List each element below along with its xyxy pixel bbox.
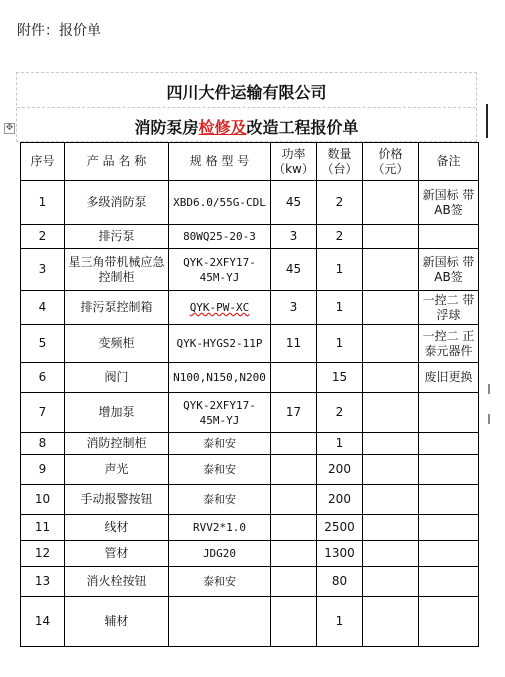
cell-note: 新国标 带AB签 [419, 249, 479, 291]
cell-qty: 1300 [317, 541, 363, 567]
margin-marker [488, 414, 490, 424]
header-price: 价格（元） [363, 143, 419, 181]
cell-note [419, 225, 479, 249]
cell-qty: 200 [317, 455, 363, 485]
cell-price [363, 597, 419, 647]
cell-spec: QYK-PW-XC [169, 291, 271, 325]
cell-qty: 80 [317, 567, 363, 597]
table-row [21, 597, 479, 647]
cell-note [419, 393, 479, 433]
table-row [21, 181, 479, 225]
header-power: 功率（kw） [271, 143, 317, 181]
cell-power: 45 [271, 249, 317, 291]
cell-price [363, 249, 419, 291]
cell-index: 1 [21, 181, 65, 225]
cell-price [363, 181, 419, 225]
cell-name: 变频柜 [65, 325, 169, 363]
cell-power [271, 363, 317, 393]
cell-power [271, 485, 317, 515]
cell-index: 11 [21, 515, 65, 541]
cell-price [363, 393, 419, 433]
cell-qty: 1 [317, 249, 363, 291]
cell-spec: 泰和安 [169, 433, 271, 455]
cell-price [363, 325, 419, 363]
cell-spec: RVV2*1.0 [169, 515, 271, 541]
header-name: 产 品 名 称 [65, 143, 169, 181]
cell-qty: 1 [317, 325, 363, 363]
cell-qty: 1 [317, 433, 363, 455]
cell-index: 4 [21, 291, 65, 325]
cell-qty: 1 [317, 597, 363, 647]
cell-price [363, 485, 419, 515]
table-body [21, 181, 479, 647]
cell-name: 声光 [65, 455, 169, 485]
cell-power: 11 [271, 325, 317, 363]
cell-note [419, 597, 479, 647]
cell-qty: 2 [317, 181, 363, 225]
table-row [21, 225, 479, 249]
cell-name: 辅材 [65, 597, 169, 647]
cell-spec: QYK-2XFY17-45M-YJ [169, 249, 271, 291]
table-row [21, 433, 479, 455]
cell-power [271, 455, 317, 485]
subtitle-highlight: 检修及 [198, 118, 247, 137]
cell-name: 阀门 [65, 363, 169, 393]
cell-name: 星三角带机械应急控制柜 [65, 249, 169, 291]
cell-name: 多级消防泵 [65, 181, 169, 225]
cell-spec: N100,N150,N200 [169, 363, 271, 393]
cell-spec: 80WQ25-20-3 [169, 225, 271, 249]
cell-name: 管材 [65, 541, 169, 567]
cell-spec: JDG20 [169, 541, 271, 567]
cell-spec: QYK-2XFY17-45M-YJ [169, 393, 271, 433]
attachment-label: 附件：报价单 [17, 23, 101, 39]
cell-price [363, 225, 419, 249]
table-header-row [21, 143, 479, 181]
cell-index: 5 [21, 325, 65, 363]
title-frame [16, 72, 477, 142]
cell-price [363, 433, 419, 455]
cell-spec: 泰和安 [169, 485, 271, 515]
cell-spec [169, 597, 271, 647]
cell-power: 45 [271, 181, 317, 225]
cell-note [419, 515, 479, 541]
cell-name: 排污泵 [65, 225, 169, 249]
cell-qty: 2 [317, 393, 363, 433]
cell-qty: 1 [317, 291, 363, 325]
cell-power [271, 567, 317, 597]
cell-power [271, 515, 317, 541]
cell-price [363, 567, 419, 597]
header-spec: 规 格 型 号 [169, 143, 271, 181]
header-note: 备注 [419, 143, 479, 181]
text-cursor [486, 104, 488, 138]
cell-note [419, 433, 479, 455]
cell-spec: XBD6.0/55G-CDL [169, 181, 271, 225]
cell-price [363, 541, 419, 567]
cell-index: 12 [21, 541, 65, 567]
cell-note: 新国标 带AB签 [419, 181, 479, 225]
cell-index: 7 [21, 393, 65, 433]
cell-index: 6 [21, 363, 65, 393]
header-index: 序号 [21, 143, 65, 181]
table-row [21, 541, 479, 567]
cell-power [271, 433, 317, 455]
cell-note: 废旧更换 [419, 363, 479, 393]
cell-qty: 15 [317, 363, 363, 393]
cell-index: 13 [21, 567, 65, 597]
cell-note [419, 567, 479, 597]
table-row [21, 363, 479, 393]
cell-price [363, 291, 419, 325]
margin-marker [488, 384, 490, 394]
cell-price [363, 455, 419, 485]
subtitle-before: 消防泵房 [134, 118, 199, 137]
table-move-handle-icon[interactable]: ✥ [5, 123, 14, 133]
cell-note: 一控二 带浮球 [419, 291, 479, 325]
cell-note: 一控二 正泰元器件 [419, 325, 479, 363]
cell-name: 线材 [65, 515, 169, 541]
cell-index: 3 [21, 249, 65, 291]
cell-index: 9 [21, 455, 65, 485]
table-row [21, 515, 479, 541]
cell-name: 排污泵控制箱 [65, 291, 169, 325]
header-qty: 数量（台） [317, 143, 363, 181]
title-divider [17, 107, 476, 108]
cell-note [419, 455, 479, 485]
cell-index: 14 [21, 597, 65, 647]
cell-qty: 200 [317, 485, 363, 515]
cell-name: 手动报警按钮 [65, 485, 169, 515]
table-row [21, 393, 479, 433]
cell-power: 17 [271, 393, 317, 433]
cell-power: 3 [271, 225, 317, 249]
cell-price [363, 363, 419, 393]
cell-qty: 2 [317, 225, 363, 249]
table-row [21, 455, 479, 485]
cell-name: 增加泵 [65, 393, 169, 433]
cell-note [419, 485, 479, 515]
cell-spec: QYK-HYGS2-11P [169, 325, 271, 363]
cell-note [419, 541, 479, 567]
subtitle-after: 改造工程报价单 [246, 118, 359, 137]
table-row [21, 325, 479, 363]
cell-spec: 泰和安 [169, 567, 271, 597]
table-row [21, 249, 479, 291]
cell-name: 消防控制柜 [65, 433, 169, 455]
company-name: 四川大件运输有限公司 [166, 83, 327, 102]
document-subtitle [17, 115, 476, 138]
cell-price [363, 515, 419, 541]
cell-power: 3 [271, 291, 317, 325]
cell-name: 消火栓按钮 [65, 567, 169, 597]
cell-power [271, 597, 317, 647]
table-row [21, 567, 479, 597]
quote-table [20, 142, 479, 647]
cell-spec: 泰和安 [169, 455, 271, 485]
cell-qty: 2500 [317, 515, 363, 541]
cell-power [271, 541, 317, 567]
table-row [21, 291, 479, 325]
cell-index: 8 [21, 433, 65, 455]
cell-index: 2 [21, 225, 65, 249]
table-row [21, 485, 479, 515]
cell-index: 10 [21, 485, 65, 515]
